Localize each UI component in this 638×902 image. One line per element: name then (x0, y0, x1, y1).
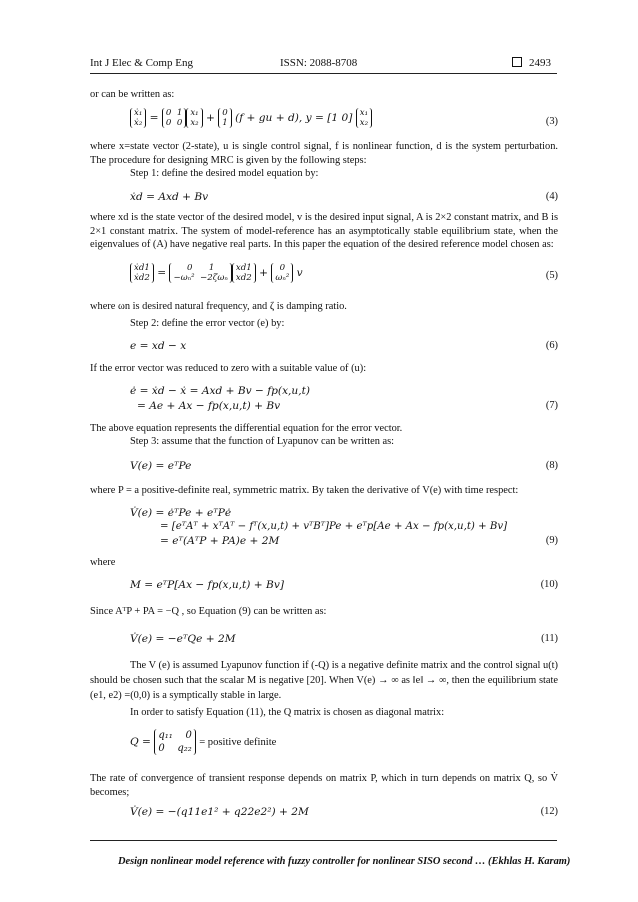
footer-citation: Design nonlinear model reference with fuzzy controller for nonlinear SISO second … (Ekhlas H. Karam) (118, 856, 571, 867)
equation-number: (4) (545, 191, 558, 202)
paragraph: The rate of convergence of transient response depends on matrix P, which in turn depends on matrix Q, so V̇ becomes; (90, 773, 558, 798)
equation-9-line-2: = [eᵀAᵀ + xᵀAᵀ − fᵀ(x,u,t) + vᵀBᵀ]Pe + eᵀp[Ae + Ax − fp(x,u,t) + Bv] (160, 521, 508, 532)
equation-6: e = xd − x (130, 340, 187, 352)
equation-number: (3) (545, 116, 558, 127)
header-rule (90, 73, 557, 74)
equation-4: ẋd = Axd + Bv (130, 191, 209, 203)
paragraph: Since AᵀP + PA = −Q , so Equation (9) can be written as: (90, 606, 327, 617)
equation-3: ẋ₁ ẋ₂ = 0 1 0 0x₁ x₂ + 0 1 (f + gu + d), y = [1 0] x₁ x₂ (130, 108, 372, 128)
step-1: Step 1: define the desired model equation by: (130, 168, 319, 179)
equation-9-line-1: V̇(e) = ėᵀPe + eᵀPė (130, 507, 232, 519)
equation-9-line-3: = eᵀ(AᵀP + PA)e + 2M (160, 535, 280, 547)
paragraph: where ωn is desired natural frequency, and ζ is damping ratio. (90, 301, 347, 312)
equation-number: (11) (541, 633, 558, 644)
step-3: Step 3: assume that the function of Lyapunov can be written as: (130, 436, 395, 447)
equation-5: ẋd1 ẋd2 = 0 1 −ωₙ² −2ζωₙxd1 xd2 + 0 ωₙ² v (130, 263, 303, 283)
equation-number: (10) (540, 579, 558, 590)
equation-number: (5) (545, 270, 558, 281)
paragraph: where xd is the state vector of the desired model, v is the desired input signal, A is 2×2 constant matrix, and B is 2×1 constant matrix. The system of model-reference has an asymptotically stable equilibrium state, when the eigenvalues of (A) have negative real parts. In this paper the equation of the desired reference model chosen as: (90, 212, 558, 251)
page-number: 2493 (512, 57, 551, 69)
equation-11: V̇(e) = −eᵀQe + 2M (130, 633, 236, 645)
checkbox-icon (512, 57, 522, 67)
equation-12: V̇(e) = −(q11e1² + q22e2²) + 2M (130, 806, 309, 818)
paragraph: or can be written as: (90, 89, 175, 100)
paragraph: If the error vector was reduced to zero with a suitable value of (u): (90, 363, 367, 374)
equation-number: (9) (545, 535, 558, 546)
equation-number: (7) (545, 400, 558, 411)
equation-number: (8) (545, 460, 558, 471)
paragraph: where P = a positive-definite real, symmetric matrix. By taken the derivative of V(e) with time respect: (90, 485, 519, 496)
equation-7-line-1: ė = ẋd − ẋ = Axd + Bv − fp(x,u,t) (130, 385, 310, 397)
paragraph: The above equation represents the differential equation for the error vector. (90, 423, 403, 434)
paragraph: In order to satisfy Equation (11), the Q matrix is chosen as diagonal matrix: (130, 707, 445, 718)
footer-rule (90, 840, 557, 841)
equation-10: M = eᵀP[Ax − fp(x,u,t) + Bv] (130, 579, 284, 591)
paragraph: The V (e) is assumed Lyapunov function if (-Q) is a negative definite matrix and the control signal u(t) should be chosen such that the scalar M is negative [20]. When V(e) → ∞ as ‖e‖ → ∞, then the equilibrium state (e1, e2) =(0,0) is a symptically stable in large. (90, 660, 558, 701)
step-2: Step 2: define the error vector (e) by: (130, 318, 285, 329)
equation-8: V(e) = eᵀPe (130, 460, 192, 472)
paragraph: where x=state vector (2-state), u is single control signal, f is nonlinear function, d is the system perturbation. The procedure for designing MRC is given by the following steps: (90, 141, 558, 166)
paragraph: where (90, 557, 116, 568)
journal-name: Int J Elec & Comp Eng (90, 57, 193, 69)
equation-7-line-2: = Ae + Ax − fp(x,u,t) + Bv (137, 400, 281, 412)
equation-q-matrix: Q = q₁₁ 0 0 q₂₂ = positive definite (130, 730, 277, 754)
equation-number: (12) (540, 806, 558, 817)
issn: ISSN: 2088-8708 (280, 57, 358, 69)
equation-number: (6) (545, 340, 558, 351)
